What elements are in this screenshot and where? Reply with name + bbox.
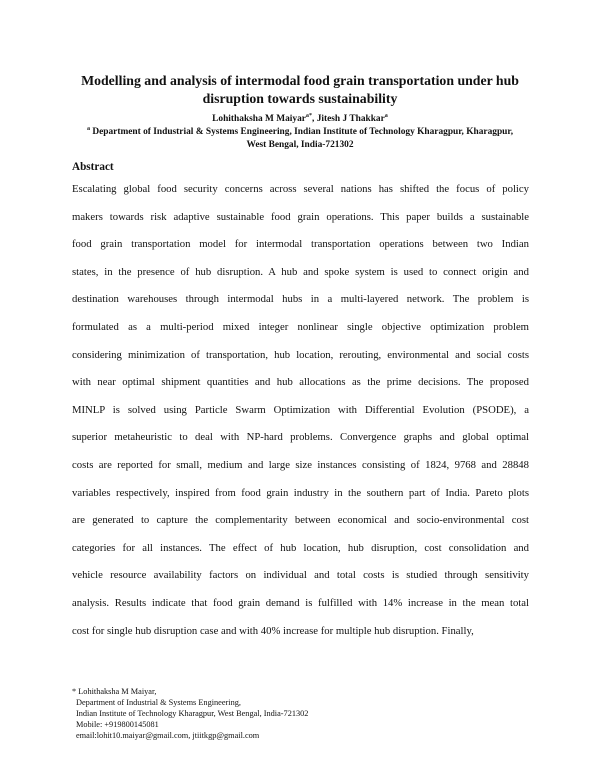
abstract-line: are generated to capture the complementarity between economical and socio-environmental cost xyxy=(72,514,529,527)
abstract-line: states, in the presence of hub disruption. A hub and spoke system is used to connect origin and xyxy=(72,265,529,278)
abstract-line: with near optimal shipment quantities and hub allocations as the prime decisions. The proposed xyxy=(72,376,529,389)
abstract-line: costs are reported for small, medium and large size instances consisting of 1824, 9768 and 28848 xyxy=(72,459,529,471)
abstract-line: Escalating global food security concerns across several nations has shifted the focus of policy xyxy=(72,183,529,195)
title-line-2: disruption towards sustainability xyxy=(202,91,398,106)
abstract-line: considering minimization of transportation, hub location, rerouting, environmental and social costs xyxy=(72,348,529,361)
author-2-sup: a xyxy=(384,112,388,119)
affiliation-line-1: Department of Industrial & Systems Engineering, Indian Institute of Technology Kharagpur, Kharagpur, xyxy=(89,127,514,137)
abstract-line: makers towards risk adaptive sustainable food grain operations. This paper builds a sustainable xyxy=(72,210,529,223)
author-separator: , xyxy=(312,114,317,124)
affiliation-line-2: West Bengal, India-721302 xyxy=(246,139,354,150)
abstract-line: cost for single hub disruption case and with 40% increase for multiple hub disruption. Finally, xyxy=(72,624,474,637)
abstract-line: MINLP is solved using Particle Swarm Optimization with Differential Evolution (PSODE), a xyxy=(72,403,529,416)
author-2: Jitesh J Thakkar xyxy=(316,114,385,124)
affiliation xyxy=(60,126,540,151)
abstract-line: analysis. Results indicate that food grain demand is fulfilled with 14% increase in the mean total xyxy=(72,597,529,609)
author-list xyxy=(60,113,540,125)
footnote-line-1: * Lohithaksha M Maiyar, xyxy=(72,687,157,696)
abstract-line: destination warehouses through intermodal hubs in a multi-layered network. The problem is xyxy=(72,293,529,306)
footnote-line-3: Indian Institute of Technology Kharagpur, West Bengal, India-721302 xyxy=(76,709,309,719)
abstract-line: superior metaheuristic to deal with NP-hard problems. Convergence graphs and global optimal xyxy=(72,431,529,444)
corresponding-author-footnote xyxy=(72,686,308,741)
abstract-line: categories for all instances. The effect of hub location, hub disruption, cost consolidation and xyxy=(72,541,529,554)
footnote-line-4: Mobile: +919800145081 xyxy=(76,720,159,730)
paper-title xyxy=(60,72,540,108)
abstract-line: vehicle resource availability factors on individual and total costs is studied through sensitivity xyxy=(72,569,529,582)
abstract-line: formulated as a multi-period mixed integer nonlinear single objective optimization problem xyxy=(72,321,529,333)
abstract-heading: Abstract xyxy=(72,161,114,173)
abstract-line: food grain transportation model for intermodal transportation operations between two Indian xyxy=(72,238,529,251)
footnote-line-5: email:lohit10.maiyar@gmail.com, jtiitkgp@gmail.com xyxy=(76,731,260,741)
abstract-line: variables respectively, inspired from food grain industry in the southern part of India. Pareto plots xyxy=(72,486,529,499)
author-1-sup: a* xyxy=(305,112,313,119)
author-1: Lohithaksha M Maiyar xyxy=(212,114,306,124)
affiliation-sup: a xyxy=(86,125,90,132)
footnote-line-2: Department of Industrial & Systems Engineering, xyxy=(76,698,241,708)
title-line-1: Modelling and analysis of intermodal food grain transportation under hub xyxy=(81,73,519,88)
